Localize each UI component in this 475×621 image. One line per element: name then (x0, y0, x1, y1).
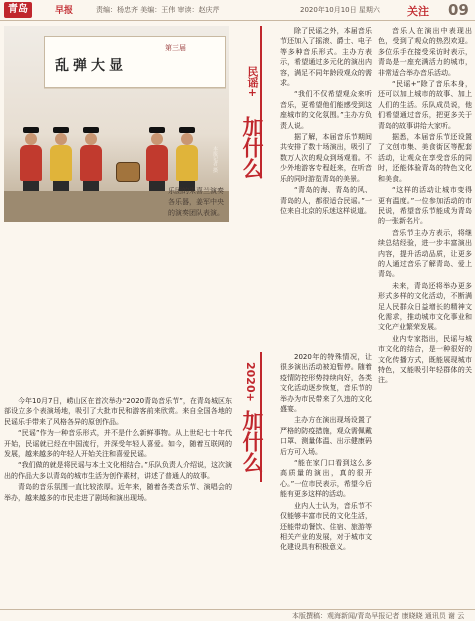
paragraph: “我们不仅希望观众来听音乐，更希望他们能感受到这座城市的文化氛围。”主办方负责人说。 (280, 90, 372, 130)
section-title-big: 加什么 (240, 410, 264, 473)
band-figures (4, 116, 229, 191)
musician (78, 127, 104, 191)
issue-date: 2020年10月10日 星期六 (300, 6, 380, 14)
paragraph: 业内专家指出，民谣与城市文化的结合，是一种很好的文化传播方式，既能展现城市特色，又能吸引年轻群体的关注。 (378, 334, 472, 385)
musician (144, 127, 170, 191)
paragraph: “青岛的海、青岛的风、青岛的人，都很适合民谣。”一位来自北京的乐迷这样说道。 (280, 186, 372, 215)
article-column-left (4, 396, 232, 618)
paragraph: 业内人士认为，音乐节不仅能够丰富市民的文化生活，还能带动餐饮、住宿、旅游等相关产业的发展，对于城市文化建设具有积极意义。 (280, 501, 372, 552)
article-column-mid-top (280, 26, 372, 348)
stage-banner (44, 36, 226, 88)
paragraph: 2020年的特殊情况，让很多演出活动被迫暂停。随着疫情防控形势持续向好，各类文化活动逐步恢复，音乐节的举办为市民带来了久违的文化盛宴。 (280, 353, 372, 414)
section-title-big: 加什么 (240, 116, 264, 179)
paragraph: “民谣”作为一种音乐形式，并不是什么新鲜事物。从上世纪七十年代开始，民谣就已经在中国流行，并深受年轻人喜爱。如今，随着互联网的发展，越来越多的年轻人开始关注和喜爱民谣。 (4, 429, 232, 459)
banner-subtitle: 第三届 (165, 44, 186, 52)
article-column-right (378, 26, 472, 620)
paragraph: “民谣+”除了音乐本身，还可以加上城市的故事、加上人们的生活。乐队成员说，他们希望通过音乐，把更多关于青岛的故事讲给大家听。 (378, 80, 472, 130)
photo-caption: 乐团的朱喜兰演奏各乐器，姜军中央的演奏团队表演。 (168, 187, 224, 217)
newspaper-logo (4, 2, 32, 18)
paragraph: 音乐人在演出中表现出色，受到了观众的热烈欢迎。多位乐手在接受采访时表示，青岛是一座充满活力的城市，非常适合举办音乐活动。 (378, 27, 472, 77)
paragraph: “能在家门口看到这么多高质量的演出，真的很开心。”一位市民表示，希望今后能有更多这样的活动。 (280, 459, 372, 499)
article-column-mid-bottom (280, 352, 372, 618)
paragraph: “我们做的就是将民谣与本土文化相结合。”乐队负责人介绍说，这次演出的作品大多以青岛的城市生活为创作素材，讲述了普通人的故事。 (4, 461, 232, 480)
brand-suffix: 早报 (55, 6, 74, 16)
paragraph: 青岛的音乐氛围一直比较浓厚。近年来，随着各类音乐节、演唱会的举办，越来越多的市民走进了剧场和演出现场。 (4, 483, 232, 502)
paragraph: 据了解，本届音乐节期间共安排了数十场演出，吸引了数万人次的观众到场观看。不少外地游客专程赶来，在听音乐的同时游览青岛的美景。 (280, 133, 372, 183)
drum (116, 162, 140, 182)
paragraph: 今年10月7日，崂山区在首次举办“2020青岛音乐节”，在青岛城区东部设立多个表演场地，吸引了大批市民和游客前来欣赏。来自全国各地的民谣乐手带来了风格各异的原创作品。 (4, 397, 232, 426)
section-name: 关注 (407, 5, 429, 18)
section-title-small: 民谣+ (246, 66, 259, 98)
banner-text: 乱弹大显 (55, 58, 127, 74)
paragraph: 音乐节主办方表示，将继续总结经验，进一步丰富演出内容，提升活动品质，让更多的人通过音乐了解青岛、爱上青岛。 (378, 228, 472, 279)
footer-credits: 本版撰稿：观海新闻/青岛早报记者 康晓晓 通讯员 谢 云 (292, 612, 465, 620)
paragraph: 据悉，本届音乐节还设置了文创市集、美食街区等配套活动，让观众在享受音乐的同时，还能体验青岛的特色文化和美食。 (378, 133, 472, 183)
musician (174, 127, 200, 191)
paragraph: 除了民谣之外，本届音乐节还加入了摇滚、爵士、电子等多种音乐形式。主办方表示，希望通过多元化的演出内容，满足不同年龄段观众的需求。 (280, 27, 372, 88)
paragraph: “这样的活动让城市变得更有温度。”一位参加活动的市民说，希望音乐节能成为青岛的一张新名片。 (378, 186, 472, 226)
brand-name: 青岛 (8, 4, 28, 15)
page-number: 09 (448, 1, 469, 19)
musician (18, 127, 44, 191)
page-header (0, 0, 475, 21)
editor-credits: 责编：杨忠齐 美编：王伟 审读：赵庆芹 (96, 6, 220, 14)
musician (48, 127, 74, 191)
section-title-small: 2020+ (244, 362, 257, 402)
section-title-1 (238, 26, 278, 184)
page-footer (0, 609, 475, 620)
paragraph: 未来，青岛还将举办更多形式多样的文化活动，不断满足人民群众日益增长的精神文化需求，推动城市文化事业和文化产业繁荣发展。 (378, 281, 472, 332)
paragraph: 主办方在演出现场设置了严格的防疫措施，观众需佩戴口罩、测量体温、出示健康码后方可入场。 (280, 416, 372, 456)
photo-credit: 本报记者 摄 (212, 146, 218, 173)
section-title-2 (238, 352, 278, 482)
